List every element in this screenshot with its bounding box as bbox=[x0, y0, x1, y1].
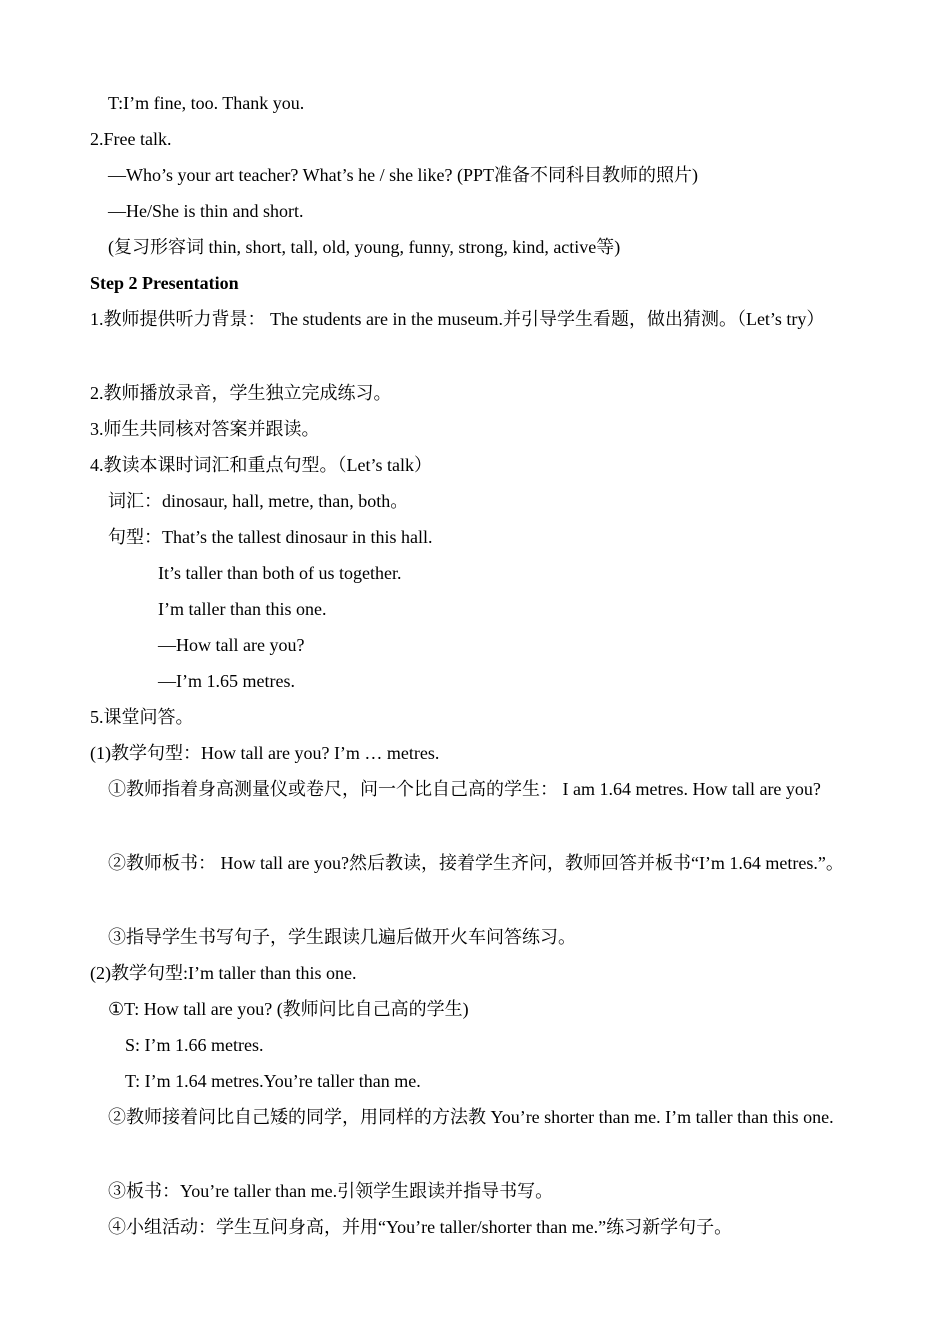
text-line: ①T: How tall are you? (教师问比自己高的学生) bbox=[108, 999, 469, 1019]
text-line: —Who’s your art teacher? What’s he / she like? (PPT准备不同科目教师的照片) bbox=[108, 165, 699, 185]
text-line: —I’m 1.65 metres. bbox=[158, 671, 295, 691]
text-line: 3.师生共同核对答案并跟读。 bbox=[90, 419, 320, 439]
text-line: ③板书：You’re taller than me.引领学生跟读并指导书写。 bbox=[108, 1181, 554, 1201]
text-line: It’s taller than both of us together. bbox=[158, 563, 402, 583]
text-paragraph: 1.教师提供听力背景： The students are in the museum.并引导学生看题，做出猜测。（Let’s try） bbox=[90, 309, 825, 329]
text-paragraph: ②教师板书： How tall are you?然后教读，接着学生齐问，教师回答并板书“I’m 1.64 metres.”。 bbox=[108, 853, 844, 873]
text-line: —How tall are you? bbox=[158, 635, 305, 655]
text-line: ③指导学生书写句子，学生跟读几遍后做开火车问答练习。 bbox=[108, 927, 576, 947]
text-line: 2.Free talk. bbox=[90, 129, 172, 149]
section-heading: Step 2 Presentation bbox=[90, 273, 239, 293]
text-line: (2)教学句型:I’m taller than this one. bbox=[90, 963, 357, 983]
text-line: T:I’m fine, too. Thank you. bbox=[108, 93, 305, 113]
text-line: T: I’m 1.64 metres.You’re taller than me. bbox=[125, 1071, 421, 1091]
text-line: I’m taller than this one. bbox=[158, 599, 327, 619]
vocabulary-line: 词汇：dinosaur, hall, metre, than, both。 bbox=[108, 491, 409, 511]
lesson-plan-body bbox=[90, 85, 860, 1245]
text-line: (复习形容词 thin, short, tall, old, young, funny, strong, kind, active等) bbox=[108, 237, 621, 257]
text-line: 4.教读本课时词汇和重点句型。（Let’s talk） bbox=[90, 455, 432, 475]
text-paragraph: ②教师接着问比自己矮的同学，用同样的方法教 You’re shorter than me. I’m taller than this one. bbox=[108, 1107, 834, 1127]
text-line: (1)教学句型：How tall are you? I’m … metres. bbox=[90, 743, 440, 763]
sentence-pattern-line: 句型：That’s the tallest dinosaur in this hall. bbox=[108, 527, 433, 547]
text-line: 2.教师播放录音，学生独立完成练习。 bbox=[90, 383, 392, 403]
text-paragraph: ①教师指着身高测量仪或卷尺，问一个比自己高的学生： I am 1.64 metres. How tall are you? bbox=[108, 779, 821, 799]
text-line: ④小组活动：学生互问身高，并用“You’re taller/shorter than me.”练习新学句子。 bbox=[108, 1217, 733, 1237]
text-line: 5.课堂问答。 bbox=[90, 707, 194, 727]
text-line: —He/She is thin and short. bbox=[108, 201, 304, 221]
text-line: S: I’m 1.66 metres. bbox=[125, 1035, 264, 1055]
